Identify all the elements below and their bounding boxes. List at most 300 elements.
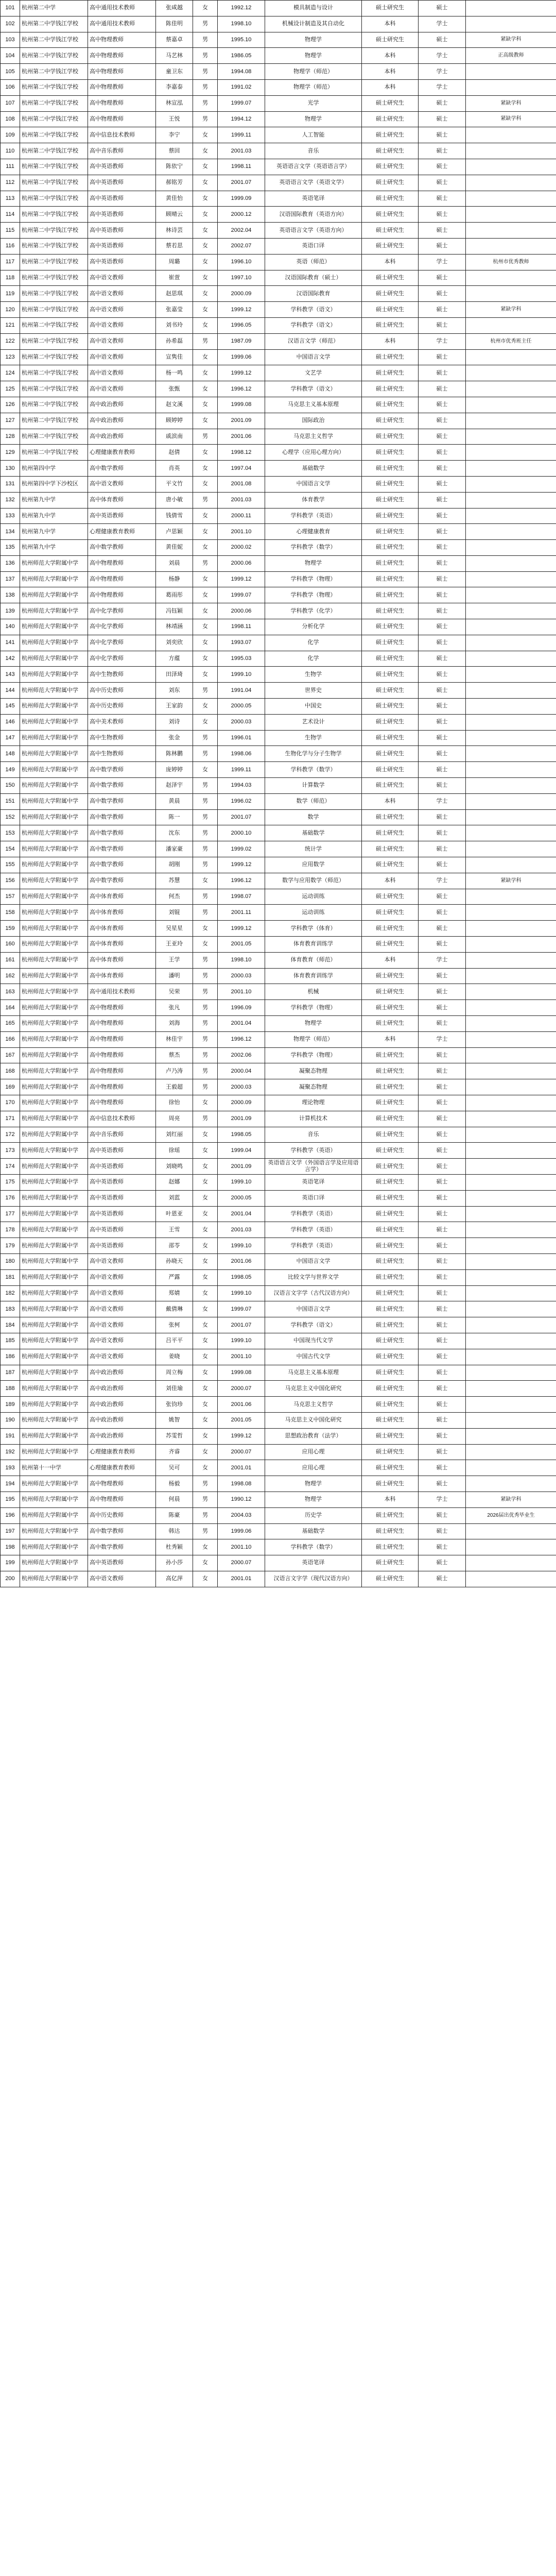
position-cell: 高中数学教师 [88,857,156,873]
row-number-cell: 199 [1,1555,20,1571]
degree-cell: 硕士 [419,1507,466,1523]
birth-date-cell: 1999.07 [218,587,265,603]
school-name-cell: 杭州第二中学钱江学校 [20,159,88,175]
row-number-cell: 189 [1,1397,20,1413]
row-number-cell: 117 [1,254,20,270]
major-cell: 学科教学（英语） [265,1206,362,1222]
row-number-cell: 144 [1,683,20,699]
school-name-cell: 杭州师范大学附属中学 [20,683,88,699]
gender-cell: 女 [193,143,218,159]
school-name-cell: 杭州师范大学附属中学 [20,1301,88,1317]
degree-cell: 硕士 [419,397,466,413]
row-number-cell: 170 [1,1095,20,1111]
education-cell: 硕士研究生 [362,1238,419,1254]
table-row [1,238,556,254]
table-row [1,413,556,429]
position-cell: 高中体育教师 [88,968,156,984]
education-cell: 硕士研究生 [362,1349,419,1365]
gender-cell: 女 [193,365,218,381]
education-cell: 本科 [362,48,419,64]
education-cell: 硕士研究生 [362,286,419,302]
name-cell: 蔡嘉卓 [156,32,193,48]
note-cell [466,778,556,794]
gender-cell: 女 [193,1190,218,1206]
row-number-cell: 129 [1,445,20,461]
name-cell: 吴星星 [156,921,193,937]
education-cell: 硕士研究生 [362,508,419,524]
table-row [1,841,556,857]
school-name-cell: 杭州第九中学 [20,508,88,524]
gender-cell: 女 [193,1381,218,1397]
major-cell: 应用心理 [265,1460,362,1476]
education-cell: 硕士研究生 [362,984,419,1000]
gender-cell: 男 [193,793,218,809]
degree-cell: 硕士 [419,905,466,921]
birth-date-cell: 2001.01 [218,1571,265,1587]
education-cell: 硕士研究生 [362,809,419,825]
degree-cell: 硕士 [419,381,466,397]
row-number-cell: 106 [1,79,20,95]
education-cell: 硕士研究生 [362,1159,419,1175]
major-cell: 文艺学 [265,365,362,381]
degree-cell: 硕士 [419,476,466,492]
major-cell: 学科教学（英语） [265,1143,362,1159]
gender-cell: 女 [193,476,218,492]
table-row [1,492,556,508]
position-cell: 高中英语教师 [88,254,156,270]
row-number-cell: 103 [1,32,20,48]
table-row [1,1031,556,1047]
gender-cell: 女 [193,1365,218,1381]
gender-cell: 女 [193,1206,218,1222]
row-number-cell: 155 [1,857,20,873]
position-cell: 高中英语教师 [88,1159,156,1175]
table-row [1,79,556,95]
education-cell: 硕士研究生 [362,603,419,619]
major-cell: 学科教学（物理） [265,571,362,587]
birth-date-cell: 1999.02 [218,841,265,857]
gender-cell: 女 [193,1,218,16]
table-row [1,191,556,207]
education-cell: 硕士研究生 [362,540,419,556]
position-cell: 高中生物教师 [88,746,156,762]
gender-cell: 女 [193,270,218,286]
gender-cell: 男 [193,79,218,95]
birth-date-cell: 1999.11 [218,762,265,778]
note-cell [466,1381,556,1397]
note-cell [466,952,556,968]
education-cell: 硕士研究生 [362,175,419,191]
name-cell: 韩达 [156,1523,193,1539]
school-name-cell: 杭州师范大学附属中学 [20,1222,88,1238]
birth-date-cell: 1998.05 [218,1269,265,1285]
name-cell: 林宣泓 [156,95,193,111]
birth-date-cell: 2001.09 [218,413,265,429]
degree-cell: 硕士 [419,1222,466,1238]
degree-cell: 硕士 [419,445,466,461]
gender-cell: 男 [193,64,218,80]
school-name-cell: 杭州师范大学附属中学 [20,968,88,984]
education-cell: 硕士研究生 [362,1269,419,1285]
table-row [1,16,556,32]
degree-cell: 硕士 [419,238,466,254]
birth-date-cell: 1998.07 [218,889,265,905]
note-cell [466,1143,556,1159]
note-cell [466,1269,556,1285]
gender-cell: 男 [193,333,218,349]
position-cell: 高中体育教师 [88,952,156,968]
gender-cell: 男 [193,984,218,1000]
degree-cell: 学士 [419,952,466,968]
name-cell: 刘红丽 [156,1127,193,1143]
gender-cell: 女 [193,1127,218,1143]
school-name-cell: 杭州师范大学附属中学 [20,571,88,587]
note-cell: 紧缺学科 [466,95,556,111]
gender-cell: 男 [193,857,218,873]
gender-cell: 女 [193,1349,218,1365]
position-cell: 高中化学教师 [88,635,156,651]
degree-cell: 硕士 [419,365,466,381]
birth-date-cell: 1999.12 [218,571,265,587]
gender-cell: 女 [193,1444,218,1460]
school-name-cell: 杭州第二中学钱江学校 [20,223,88,239]
gender-cell: 女 [193,254,218,270]
gender-cell: 男 [193,1079,218,1095]
education-cell: 本科 [362,1031,419,1047]
table-row [1,1159,556,1175]
school-name-cell: 杭州第二中学钱江学校 [20,64,88,80]
row-number-cell: 193 [1,1460,20,1476]
school-name-cell: 杭州师范大学附属中学 [20,1428,88,1444]
school-name-cell: 杭州师范大学附属中学 [20,1190,88,1206]
gender-cell: 女 [193,651,218,667]
major-cell: 学科教学（物理） [265,1047,362,1063]
note-cell [466,825,556,841]
school-name-cell: 杭州师范大学附属中学 [20,1571,88,1587]
school-name-cell: 杭州师范大学附属中学 [20,1047,88,1063]
row-number-cell: 195 [1,1492,20,1507]
gender-cell: 女 [193,1397,218,1413]
note-cell [466,1412,556,1428]
major-cell: 马克思主义中国化研究 [265,1412,362,1428]
major-cell: 中国语言文学 [265,1301,362,1317]
degree-cell: 硕士 [419,191,466,207]
table-row [1,1412,556,1428]
degree-cell: 硕士 [419,1397,466,1413]
education-cell: 硕士研究生 [362,1063,419,1079]
birth-date-cell: 2004.03 [218,1507,265,1523]
school-name-cell: 杭州第四中学下沙校区 [20,476,88,492]
gender-cell: 女 [193,762,218,778]
education-cell: 硕士研究生 [362,921,419,937]
position-cell: 高中信息技术教师 [88,1111,156,1127]
degree-cell: 硕士 [419,270,466,286]
degree-cell: 硕士 [419,1000,466,1016]
note-cell: 紧缺学科 [466,302,556,318]
major-cell: 生物学 [265,730,362,746]
major-cell: 英语口译 [265,238,362,254]
major-cell: 中国古代文学 [265,1349,362,1365]
name-cell: 张甄 [156,381,193,397]
major-cell: 中国语言文学 [265,349,362,365]
row-number-cell: 118 [1,270,20,286]
education-cell: 硕士研究生 [362,683,419,699]
position-cell: 高中美术教师 [88,714,156,730]
name-cell: 杜秀颖 [156,1539,193,1555]
gender-cell: 男 [193,952,218,968]
major-cell: 物理学 [265,1476,362,1492]
birth-date-cell: 2000.02 [218,540,265,556]
education-cell: 硕士研究生 [362,270,419,286]
name-cell: 刘海 [156,1016,193,1032]
major-cell: 应用数学 [265,857,362,873]
education-cell: 硕士研究生 [362,1174,419,1190]
major-cell: 马克思主义哲学 [265,429,362,445]
birth-date-cell: 2001.10 [218,984,265,1000]
table-row [1,1127,556,1143]
major-cell: 音乐 [265,143,362,159]
degree-cell: 硕士 [419,1174,466,1190]
table-row [1,809,556,825]
degree-cell: 硕士 [419,921,466,937]
major-cell: 理论物理 [265,1095,362,1111]
position-cell: 高中语文教师 [88,286,156,302]
position-cell: 高中数学教师 [88,809,156,825]
note-cell [466,555,556,571]
row-number-cell: 104 [1,48,20,64]
degree-cell: 硕士 [419,1555,466,1571]
name-cell: 钱倩雪 [156,508,193,524]
position-cell: 高中物理教师 [88,1079,156,1095]
table-row [1,397,556,413]
degree-cell: 学士 [419,1492,466,1507]
table-row [1,349,556,365]
degree-cell: 硕士 [419,889,466,905]
degree-cell: 硕士 [419,302,466,318]
table-row [1,429,556,445]
position-cell: 高中通用技术教师 [88,1,156,16]
major-cell: 马克思主义哲学 [265,1397,362,1413]
name-cell: 刘奕欣 [156,635,193,651]
birth-date-cell: 2001.04 [218,1016,265,1032]
table-row [1,1111,556,1127]
note-cell [466,1365,556,1381]
degree-cell: 硕士 [419,651,466,667]
birth-date-cell: 2001.07 [218,175,265,191]
gender-cell: 男 [193,16,218,32]
degree-cell: 硕士 [419,175,466,191]
name-cell: 童卫东 [156,64,193,80]
position-cell: 高中语文教师 [88,1301,156,1317]
name-cell: 刘晨 [156,555,193,571]
row-number-cell: 187 [1,1365,20,1381]
note-cell [466,223,556,239]
gender-cell: 男 [193,683,218,699]
note-cell [466,635,556,651]
education-cell: 硕士研究生 [362,1285,419,1301]
birth-date-cell: 2001.03 [218,143,265,159]
table-row [1,111,556,127]
education-cell: 本科 [362,16,419,32]
major-cell: 中国史 [265,699,362,715]
position-cell: 高中语文教师 [88,476,156,492]
note-cell [466,984,556,1000]
education-cell: 硕士研究生 [362,1095,419,1111]
school-name-cell: 杭州第二中学钱江学校 [20,127,88,143]
name-cell: 黄佳怡 [156,191,193,207]
degree-cell: 学士 [419,333,466,349]
birth-date-cell: 1994.12 [218,111,265,127]
major-cell: 学科教学（体育） [265,921,362,937]
table-row [1,333,556,349]
row-number-cell: 184 [1,1317,20,1333]
education-cell: 硕士研究生 [362,413,419,429]
note-cell [466,809,556,825]
education-cell: 硕士研究生 [362,714,419,730]
education-cell: 硕士研究生 [362,1206,419,1222]
row-number-cell: 158 [1,905,20,921]
birth-date-cell: 1999.10 [218,1285,265,1301]
row-number-cell: 167 [1,1047,20,1063]
name-cell: 刘晓鸣 [156,1159,193,1175]
major-cell: 物理学 [265,48,362,64]
name-cell: 宣隽佳 [156,349,193,365]
table-row [1,1269,556,1285]
position-cell: 高中物理教师 [88,555,156,571]
degree-cell: 硕士 [419,1159,466,1175]
row-number-cell: 119 [1,286,20,302]
name-cell: 潘家豪 [156,841,193,857]
note-cell [466,1190,556,1206]
position-cell: 高中物理教师 [88,32,156,48]
degree-cell: 学士 [419,873,466,889]
row-number-cell: 194 [1,1476,20,1492]
degree-cell: 学士 [419,793,466,809]
gender-cell: 女 [193,540,218,556]
gender-cell: 女 [193,349,218,365]
table-row [1,48,556,64]
degree-cell: 硕士 [419,1333,466,1349]
gender-cell: 女 [193,1285,218,1301]
school-name-cell: 杭州第二中学钱江学校 [20,445,88,461]
table-row [1,921,556,937]
row-number-cell: 200 [1,1571,20,1587]
major-cell: 音乐 [265,1127,362,1143]
major-cell: 汉语国际教育 [265,286,362,302]
name-cell: 张金 [156,730,193,746]
education-cell: 硕士研究生 [362,1000,419,1016]
note-cell [466,1444,556,1460]
position-cell: 高中数学教师 [88,1539,156,1555]
name-cell: 张凡 [156,1000,193,1016]
position-cell: 高中英语教师 [88,191,156,207]
school-name-cell: 杭州第二中学钱江学校 [20,16,88,32]
birth-date-cell: 1996.05 [218,317,265,333]
name-cell: 吕平平 [156,1333,193,1349]
birth-date-cell: 1987.09 [218,333,265,349]
degree-cell: 硕士 [419,1428,466,1444]
education-cell: 硕士研究生 [362,32,419,48]
table-row [1,1095,556,1111]
degree-cell: 硕士 [419,587,466,603]
note-cell [466,540,556,556]
note-cell [466,492,556,508]
note-cell [466,1206,556,1222]
education-cell: 硕士研究生 [362,1397,419,1413]
gender-cell: 男 [193,1476,218,1492]
major-cell: 汉语言文字学（现代汉语方向） [265,1571,362,1587]
school-name-cell: 杭州师范大学附属中学 [20,1397,88,1413]
birth-date-cell: 1992.12 [218,1,265,16]
gender-cell: 男 [193,968,218,984]
name-cell: 杨毅 [156,1476,193,1492]
table-row [1,1523,556,1539]
major-cell: 计算机技术 [265,1111,362,1127]
name-cell: 徐瑶 [156,1143,193,1159]
major-cell: 汉语言文学（师范） [265,333,362,349]
note-cell [466,857,556,873]
degree-cell: 硕士 [419,683,466,699]
table-row [1,1571,556,1587]
birth-date-cell: 1999.04 [218,1143,265,1159]
major-cell: 学科教学（语文） [265,1317,362,1333]
school-name-cell: 杭州第二中学钱江学校 [20,95,88,111]
major-cell: 学科教学（化学） [265,603,362,619]
birth-date-cell: 2002.07 [218,238,265,254]
row-number-cell: 122 [1,333,20,349]
position-cell: 高中英语教师 [88,238,156,254]
position-cell: 高中语文教师 [88,1269,156,1285]
name-cell: 张柯 [156,1317,193,1333]
name-cell: 陈佳明 [156,16,193,32]
gender-cell: 男 [193,1031,218,1047]
table-row [1,1492,556,1507]
position-cell: 心理健康教育教师 [88,1444,156,1460]
school-name-cell: 杭州师范大学附属中学 [20,1253,88,1269]
school-name-cell: 杭州师范大学附属中学 [20,651,88,667]
row-number-cell: 177 [1,1206,20,1222]
position-cell: 高中英语教师 [88,1174,156,1190]
row-number-cell: 149 [1,762,20,778]
note-cell [466,127,556,143]
degree-cell: 硕士 [419,1063,466,1079]
degree-cell: 硕士 [419,603,466,619]
name-cell: 王家韵 [156,699,193,715]
education-cell: 本科 [362,1492,419,1507]
gender-cell: 男 [193,1111,218,1127]
school-name-cell: 杭州师范大学附属中学 [20,1476,88,1492]
major-cell: 英语口译 [265,1190,362,1206]
birth-date-cell: 2001.05 [218,1412,265,1428]
note-cell [466,461,556,477]
position-cell: 高中政治教师 [88,1381,156,1397]
note-cell: 杭州市优秀班主任 [466,333,556,349]
table-row [1,762,556,778]
table-row [1,1381,556,1397]
table-row [1,603,556,619]
row-number-cell: 145 [1,699,20,715]
school-name-cell: 杭州第二中学钱江学校 [20,381,88,397]
degree-cell: 硕士 [419,1349,466,1365]
table-row [1,127,556,143]
education-cell: 硕士研究生 [362,95,419,111]
birth-date-cell: 2002.04 [218,223,265,239]
education-cell: 硕士研究生 [362,587,419,603]
school-name-cell: 杭州师范大学附属中学 [20,1555,88,1571]
birth-date-cell: 2000.10 [218,825,265,841]
note-cell [466,619,556,635]
table-row [1,714,556,730]
